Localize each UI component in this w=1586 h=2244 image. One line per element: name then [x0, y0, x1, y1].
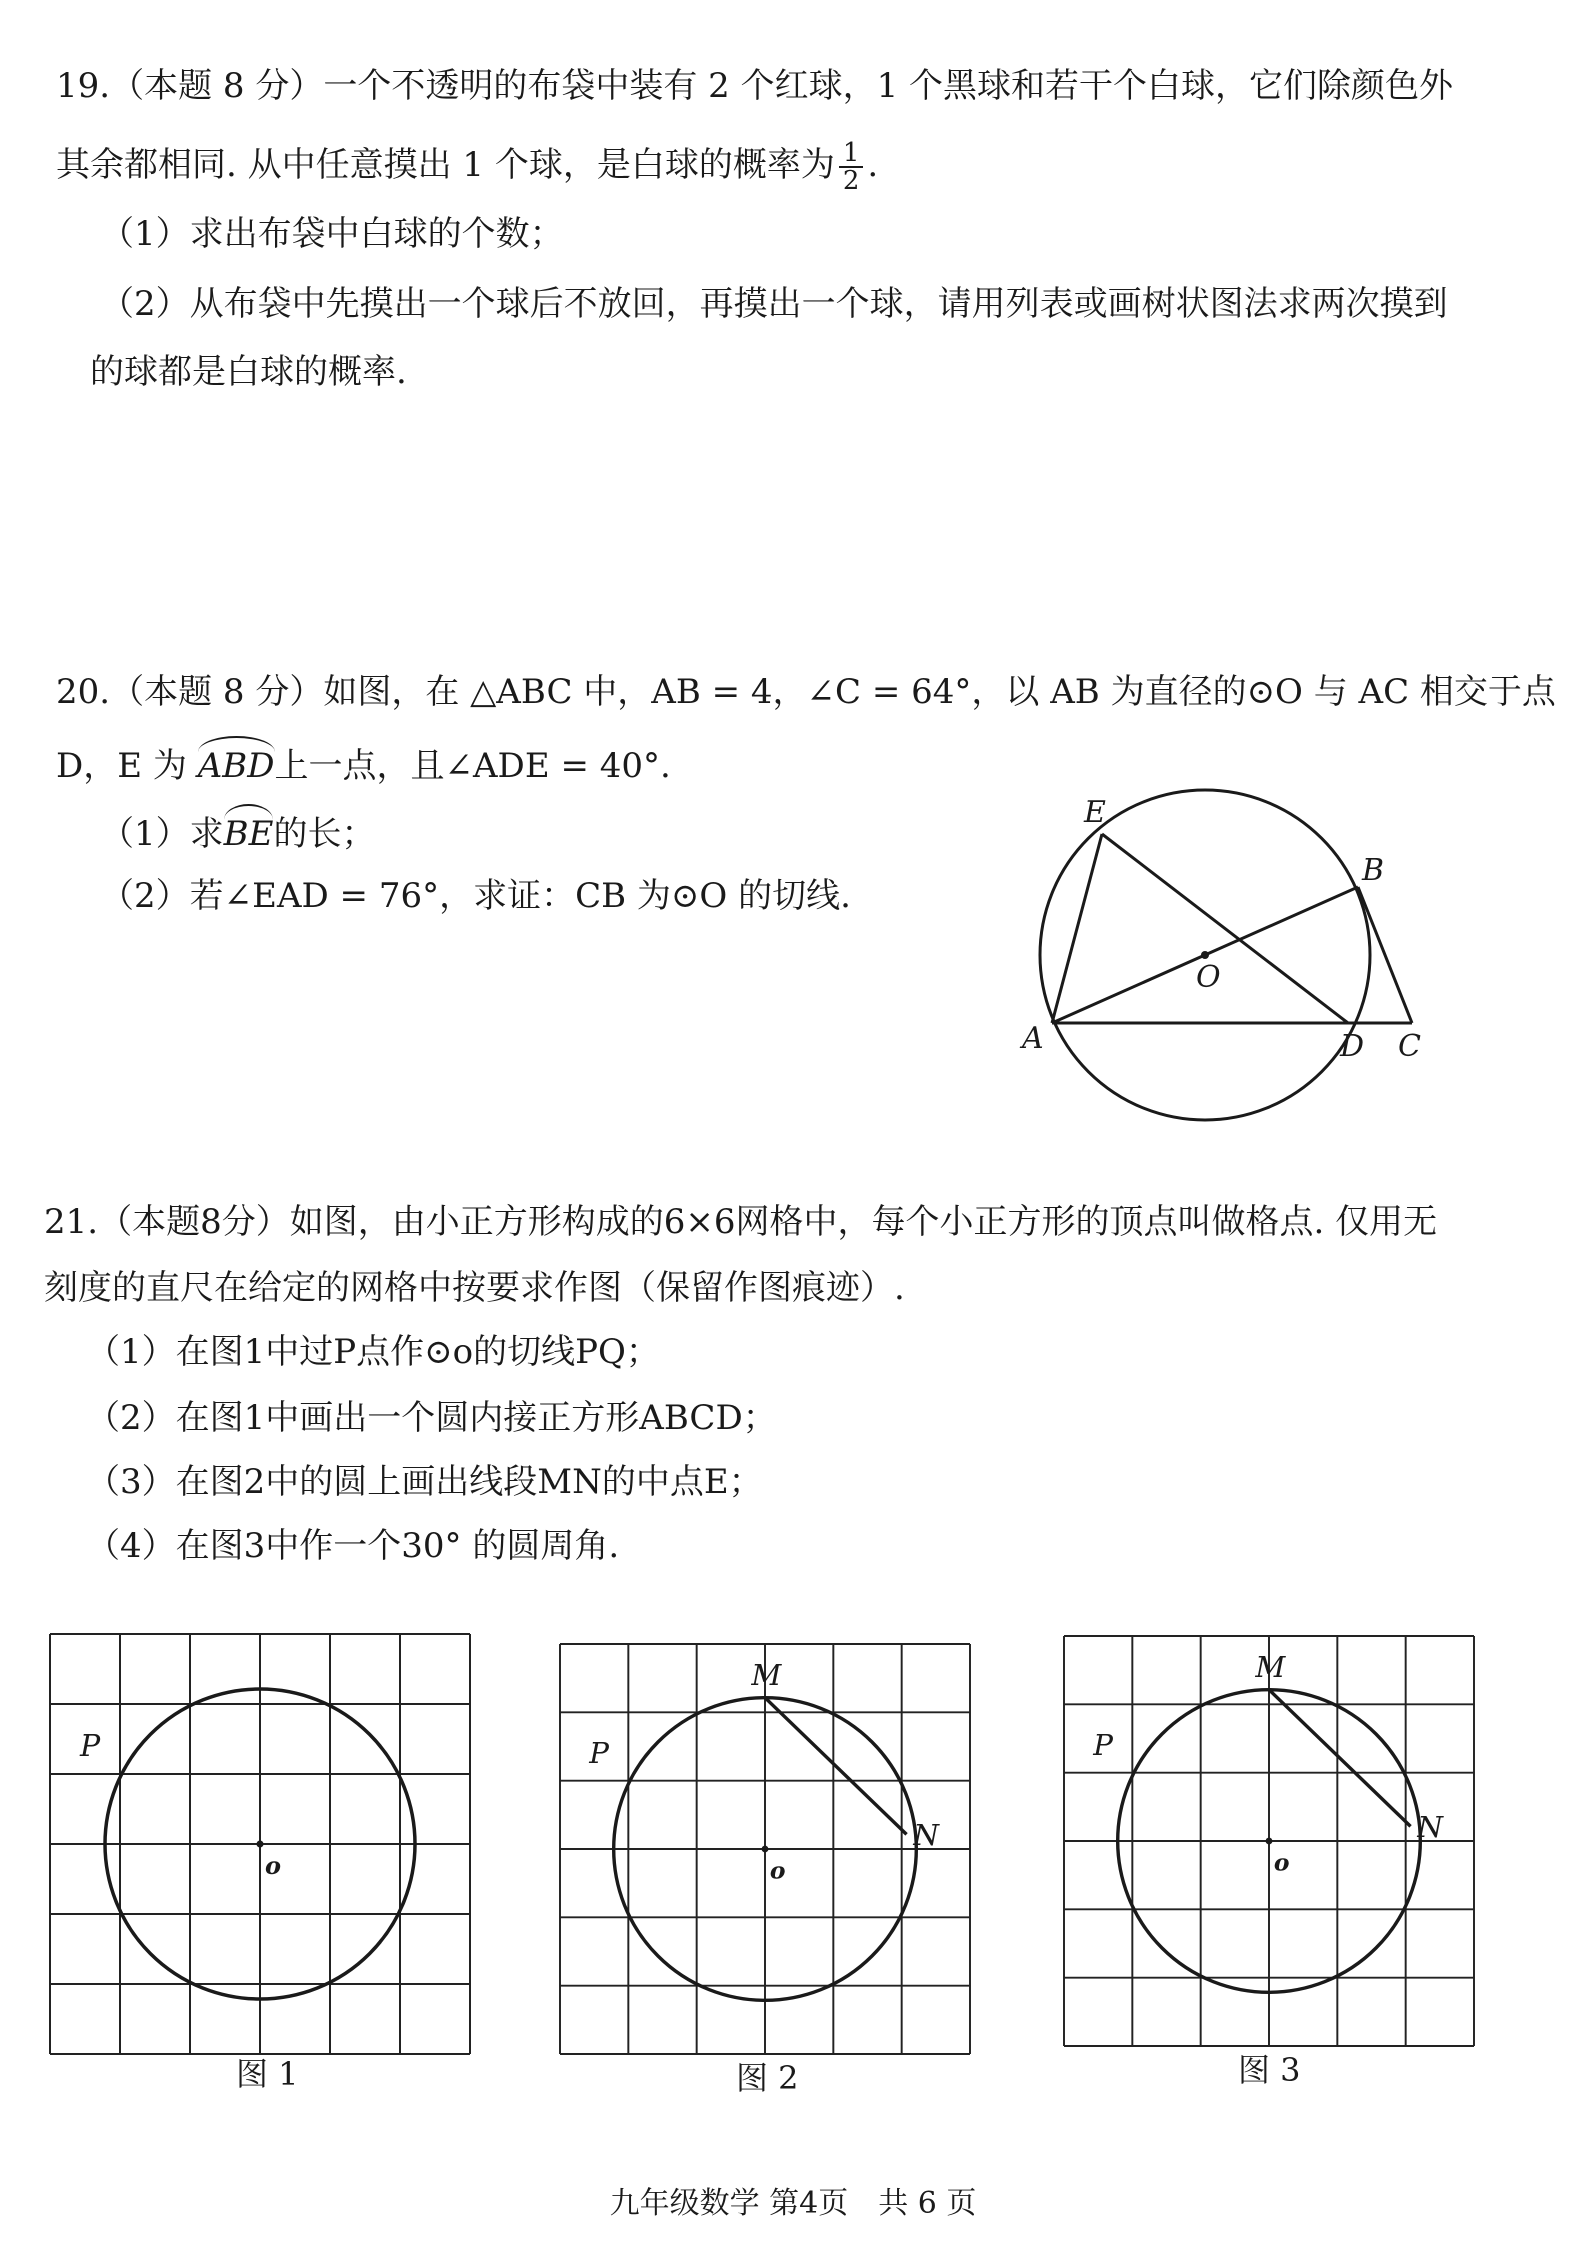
q20-circle-figure: [1000, 780, 1480, 1120]
fraction-denominator: 2: [842, 166, 860, 196]
segment-ed: [1102, 834, 1348, 1023]
center-point-o: [762, 1846, 769, 1853]
q21-part1: （1）在图1中过P点作⊙o的切线PQ；: [86, 1332, 660, 1372]
q20-part1: [100, 804, 375, 858]
q20-line2-post: 上一点，且∠ADE = 40°.: [274, 746, 671, 786]
q19-part2-a: （2）从布袋中先摸出一个球后不放回，再摸出一个球，请用列表或画树状图法求两次摸到: [100, 284, 1448, 324]
grid-figure-2: [560, 1644, 970, 2054]
caption-figure-1: 图 1: [236, 2055, 299, 2093]
q20-line2: [56, 736, 671, 790]
center-point-o: [1201, 951, 1209, 959]
label-p: P: [1093, 1728, 1113, 1763]
segment-mn: [1269, 1690, 1411, 1827]
q19-line1: 19.（本题 8 分）一个不透明的布袋中装有 2 个红球，1 个黑球和若干个白球，它们除颜色外: [56, 66, 1454, 106]
q19-line2-end: .: [867, 145, 879, 185]
grid-figure-1: [50, 1634, 470, 2054]
segment-mn: [765, 1698, 907, 1835]
label-a: A: [1022, 1021, 1044, 1056]
q20-part2: （2）若∠EAD = 76°，求证：CB 为⊙O 的切线.: [100, 876, 851, 916]
q19-part2-b: 的球都是白球的概率.: [90, 352, 407, 392]
label-o: o: [1273, 1848, 1290, 1877]
label-c: C: [1398, 1029, 1421, 1064]
segment-bc: [1358, 887, 1412, 1023]
arc-abd: ABD: [198, 736, 275, 790]
label-n: N: [913, 1818, 939, 1853]
fraction-numerator: 1: [839, 140, 864, 168]
segment-ae: [1052, 834, 1102, 1023]
q19-part1: （1）求出布袋中白球的个数；: [100, 214, 564, 254]
label-n: N: [1417, 1810, 1443, 1845]
q20-part1-pre: （1）求: [100, 814, 224, 854]
label-o: o: [265, 1851, 282, 1880]
label-e: E: [1084, 795, 1106, 830]
q21-part2: （2）在图1中画出一个圆内接正方形ABCD；: [86, 1398, 777, 1438]
q21-line2: 刻度的直尺在给定的网格中按要求作图（保留作图痕迹）.: [44, 1268, 905, 1308]
page-footer: 九年级数学 第4页 共 6 页: [609, 2186, 977, 2221]
q20-line1: 20.（本题 8 分）如图，在 △ABC 中，AB = 4，∠C = 64°，以 AB 为直径的⊙O 与 AC 相交于点: [56, 672, 1556, 712]
label-b: B: [1362, 853, 1385, 888]
q21-line1: 21.（本题8分）如图，由小正方形构成的6×6网格中，每个小正方形的顶点叫做格点. 仅用无: [44, 1202, 1438, 1242]
q20-part1-post: 的长；: [273, 814, 376, 854]
q20-line2-pre: D，E 为: [56, 746, 187, 786]
q19-line2: [56, 140, 878, 194]
center-point-o: [1266, 1838, 1273, 1845]
label-o: o: [769, 1856, 786, 1885]
arc-be: BE: [224, 804, 274, 858]
q19-line2-text: 其余都相同. 从中任意摸出 1 个球，是白球的概率为: [56, 145, 835, 185]
caption-figure-2: 图 2: [736, 2059, 799, 2097]
label-p: P: [80, 1729, 101, 1764]
grid-figure-3: [1064, 1636, 1474, 2046]
q21-part3: （3）在图2中的圆上画出线段MN的中点E；: [86, 1462, 763, 1502]
label-m: M: [751, 1658, 782, 1692]
label-p: P: [589, 1736, 609, 1771]
q21-part4: （4）在图3中作一个30° 的圆周角.: [86, 1526, 620, 1566]
label-d: D: [1340, 1029, 1365, 1064]
caption-figure-3: 图 3: [1238, 2051, 1301, 2089]
probability-fraction: [839, 140, 864, 194]
label-m: M: [1255, 1650, 1286, 1684]
center-point-o: [257, 1841, 264, 1848]
label-o: O: [1196, 960, 1221, 995]
